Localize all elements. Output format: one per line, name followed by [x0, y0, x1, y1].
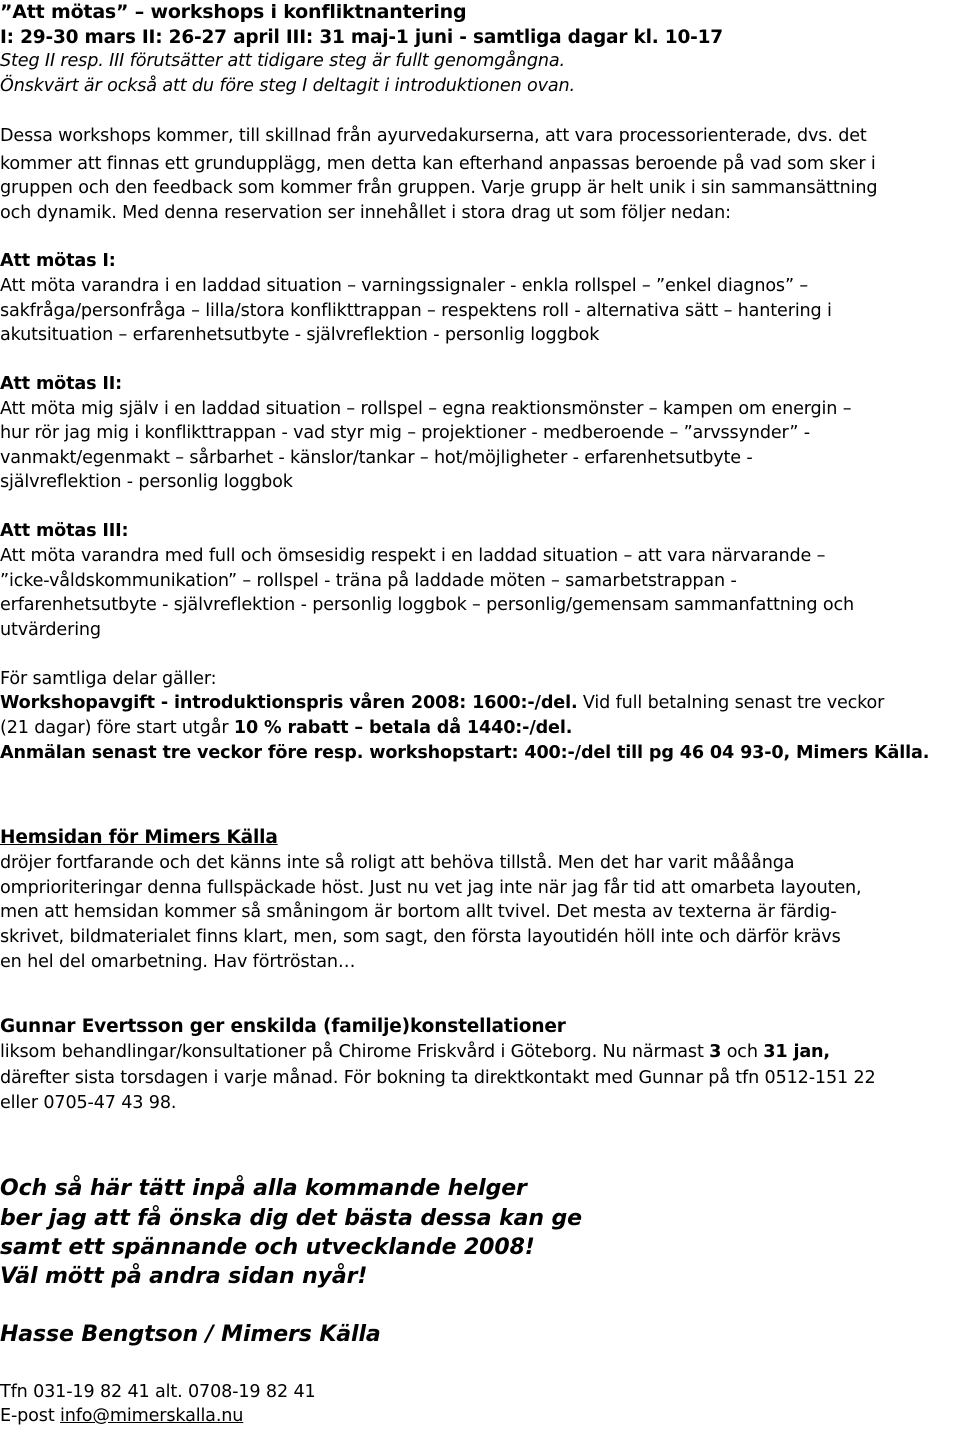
fee-text: Workshopavgift - introduktionspris våren 2008: 1600:-/del.	[0, 693, 578, 713]
step1-line: Att möta varandra i en laddad situation – varningssignaler - enkla rollspel – ”enkel diagnos” –	[0, 276, 809, 296]
step2-line: Att möta mig själv i en laddad situation – rollspel – egna reaktionsmönster – kampen om energin –	[0, 399, 852, 419]
step3-line: ”icke-våldskommunikation” – rollspel - träna på laddade möten – samarbetstrappan -	[0, 571, 737, 591]
step2-line: hur rör jag mig i konflikttrappan - vad styr mig – projektioner - medberoende – ”arvssynder” -	[0, 423, 810, 443]
pricing-discount-line: (21 dagar) före start utgår 10 % rabatt – betala då 1440:-/del.	[0, 718, 573, 738]
intro-line: gruppen och den feedback som kommer från gruppen. Varje grupp är helt unik i sin sammansättning	[0, 178, 878, 198]
greeting-line: Och så här tätt inpå alla kommande helger	[0, 1176, 527, 1201]
step3-line: Att möta varandra med full och ömsesidig respekt i en laddad situation – att vara närvarande –	[0, 546, 826, 566]
email-link[interactable]: info@mimerskalla.nu	[60, 1406, 244, 1426]
greeting-line: ber jag att få önska dig det bästa dessa kan ge	[0, 1206, 582, 1231]
homepage-heading: Hemsidan för Mimers Källa	[0, 827, 278, 848]
payment-note: Vid full betalning senast tre veckor	[577, 693, 885, 713]
step1-line: akutsituation – erfarenhetsutbyte - självreflektion - personlig loggbok	[0, 325, 600, 345]
step3-line: erfarenhetsutbyte - självreflektion - personlig loggbok – personlig/gemensam sammanfattning och	[0, 595, 855, 615]
recommendation-line: Önskvärt är också att du före steg I deltagit i introduktionen ovan.	[0, 76, 575, 96]
contact-phone: Tfn 031-19 82 41 alt. 0708-19 82 41	[0, 1382, 316, 1402]
step1-heading: Att mötas I:	[0, 251, 116, 271]
step2-line: vanmakt/egenmakt – sårbarhet - känslor/tankar – hot/möjligheter - erfarenhetsutbyte -	[0, 448, 753, 468]
homepage-line: en hel del omarbetning. Hav förtröstan…	[0, 952, 356, 972]
step1-line: sakfråga/personfråga – lilla/stora konflikttrappan – respektens roll - alternativa sätt – hantering i	[0, 301, 832, 321]
homepage-line: omprioriteringar denna fullspäckade höst. Just nu vet jag inte när jag får tid att omarbeta layouten,	[0, 878, 862, 898]
signature: Hasse Bengtson / Mimers Källa	[0, 1322, 381, 1347]
contact-email-line: E-post info@mimerskalla.nu	[0, 1406, 244, 1426]
step3-heading: Att mötas III:	[0, 521, 129, 541]
gunnar-line: eller 0705-47 43 98.	[0, 1093, 177, 1113]
gunnar-line: därefter sista torsdagen i varje månad. För bokning ta direktkontakt med Gunnar på tfn 0512-151 22	[0, 1068, 876, 1088]
greeting-line: Väl mött på andra sidan nyår!	[0, 1264, 368, 1289]
pricing-intro: För samtliga delar gäller:	[0, 669, 217, 689]
workshop-title: ”Att mötas” – workshops i konfliktnantering	[0, 1, 467, 23]
gunnar-line: liksom behandlingar/konsultationer på Chirome Friskvård i Göteborg. Nu närmast 3 och 31 jan,	[0, 1042, 830, 1062]
greeting-line: samt ett spännande och utvecklande 2008!	[0, 1235, 535, 1260]
intro-line: Dessa workshops kommer, till skillnad från ayurvedakurserna, att vara processorienterade, dvs. det	[0, 126, 867, 146]
gunnar-heading: Gunnar Evertsson ger enskilda (familje)konstellationer	[0, 1016, 566, 1037]
homepage-line: men att hemsidan kommer så småningom är bortom allt tvivel. Det mesta av texterna är färdig-	[0, 902, 837, 922]
step2-heading: Att mötas II:	[0, 374, 123, 394]
signup-line: Anmälan senast tre veckor före resp. workshopstart: 400:-/del till pg 46 04 93-0, Mimers Källa.	[0, 743, 930, 763]
step2-line: självreflektion - personlig loggbok	[0, 472, 293, 492]
intro-line: kommer att finnas ett grundupplägg, men detta kan efterhand anpassas beroende på vad som sker i	[0, 154, 876, 174]
homepage-line: dröjer fortfarande och det känns inte så roligt att behöva tillstå. Men det har varit mååånga	[0, 853, 795, 873]
pricing-fee-line	[0, 691, 960, 716]
workshop-dates: I: 29-30 mars II: 26-27 april III: 31 maj-1 juni - samtliga dagar kl. 10-17	[0, 27, 723, 48]
step3-line: utvärdering	[0, 620, 101, 640]
intro-line: och dynamik. Med denna reservation ser innehållet i stora drag ut som följer nedan:	[0, 203, 731, 223]
homepage-line: skrivet, bildmaterialet finns klart, men, som sagt, den första layoutidén höll inte och därför krävs	[0, 927, 841, 947]
discount-text: 10 % rabatt – betala då 1440:-/del.	[233, 718, 573, 738]
prerequisite-line: Steg II resp. III förutsätter att tidigare steg är fullt genomgångna.	[0, 51, 565, 71]
